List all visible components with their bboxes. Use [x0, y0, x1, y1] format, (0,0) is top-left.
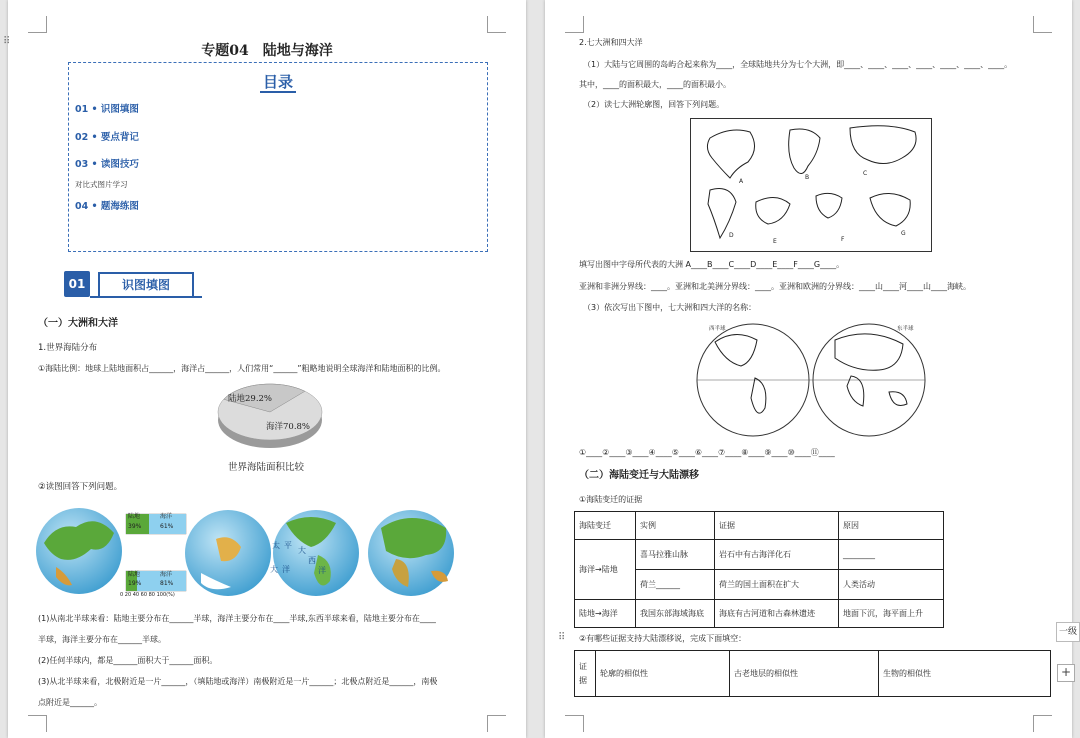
table-cell: 我国东部海域海底	[636, 600, 715, 628]
table-caption: ①海陆变迁的证据	[579, 495, 643, 504]
document-page-1	[8, 0, 526, 738]
section-underline	[90, 296, 202, 298]
table-cell: ________	[839, 540, 944, 570]
ocean-label: 大	[270, 565, 278, 574]
table-cell: 海底有古河道和古森林遗迹	[715, 600, 839, 628]
evidence-table	[574, 511, 944, 628]
question-line: 填写出图中字母所代表的大洲 A____B____C____D____E____F____G____。	[579, 260, 845, 269]
question-line: (1)从南北半球来看：陆地主要分布在______半球，海洋主要分布在____半球,东西半球来看，陆地主要分布在____	[38, 614, 436, 623]
ratio-value: 39%	[128, 523, 142, 530]
table-cell: 荷兰______	[636, 570, 715, 600]
ratio-label: 海洋	[160, 513, 173, 520]
ocean-label: 西	[308, 556, 316, 565]
ratio-value: 19%	[128, 580, 142, 587]
table-cell: 喜马拉雅山脉	[636, 540, 715, 570]
table-cell: 古老地层的相似性	[730, 651, 879, 697]
toc-underline	[260, 91, 296, 93]
ocean-label: 洋	[282, 565, 290, 574]
ratio-label: 陆地	[128, 571, 141, 578]
map-letter: E	[773, 238, 777, 245]
map-letter: A	[739, 178, 744, 185]
table-cell: 岩石中有古海洋化石	[715, 540, 839, 570]
crop-mark	[1033, 715, 1052, 732]
crop-mark	[28, 16, 47, 33]
document-page-2	[545, 0, 1072, 738]
question-ratio: ①海陆比例：地球上陆地面积占______，海洋占______，人们常用“______”粗略地说明全球海洋和陆地面积的比例。	[38, 364, 446, 373]
pie-ocean-label: 海洋70.8%	[266, 422, 311, 432]
question-line: (3)从北半球来看，北极附近是一片______，（填陆地或海洋）南极附近是一片______；北极点附近是______，南极	[38, 677, 438, 686]
page-title: 专题04 陆地与海洋	[201, 43, 333, 59]
question-line: (2)任何半球内，都是______面积大于______面积。	[38, 656, 218, 665]
continents-outline-map	[690, 118, 932, 252]
map-letter: B	[805, 174, 810, 181]
pie-land-label: 陆地29.2%	[228, 394, 273, 404]
crop-mark	[1033, 16, 1052, 33]
heading-continents-oceans: （一）大洲和大洋	[38, 318, 118, 329]
table-caption: ②有哪些证据支持大陆漂移说，完成下面填空：	[579, 634, 747, 643]
hemisphere-label: 东半球	[897, 326, 914, 332]
table-handle-icon[interactable]: ⠿	[558, 632, 566, 643]
hemisphere-label: 西半球	[709, 326, 726, 332]
table-cell: 证据	[575, 651, 596, 697]
table-cell: 生物的相似性	[879, 651, 1051, 697]
crop-mark	[28, 715, 47, 732]
crop-mark	[487, 715, 506, 732]
table-cell: 人类活动	[839, 570, 944, 600]
drag-handle-icon[interactable]: ⠿	[3, 36, 11, 47]
question-read-globes: ②读图回答下列问题。	[38, 482, 123, 492]
land-sea-pie-chart	[208, 380, 338, 460]
ratio-label: 海洋	[160, 571, 173, 578]
ratio-label: 陆地	[128, 513, 141, 520]
hemispheres-map	[695, 318, 927, 440]
ratio-value: 81%	[160, 580, 174, 587]
table-cell: 地面下沉，海平面上升	[839, 600, 944, 628]
hemisphere-globes-figure	[36, 503, 466, 603]
drift-evidence-table	[574, 650, 1051, 697]
crop-mark	[565, 16, 584, 33]
section-number: 01	[64, 271, 90, 297]
heading-sea-land-change: （二）海陆变迁与大陆漂移	[579, 470, 699, 481]
table-of-contents	[68, 62, 488, 252]
section-title: 识图填图	[98, 272, 194, 298]
question-line: （3）依次写出下图中，七大洲和四大洋的名称：	[583, 303, 757, 312]
map-letter: G	[901, 230, 906, 237]
toc-heading: 目录	[262, 73, 293, 91]
question-line: （2）读七大洲轮廓图，回答下列问题。	[583, 100, 725, 109]
ocean-label: 大	[298, 546, 306, 555]
map-letter: C	[863, 170, 868, 177]
table-header-cell: 海陆变迁	[575, 512, 636, 540]
toc-item[interactable]: 02 • 要点背记	[75, 132, 139, 143]
question-line: 亚洲和非洲分界线：____。亚洲和北美洲分界线：____。亚洲和欧洲的分界线：____山____河____山____海峡。	[579, 282, 971, 291]
question-line: 点附近是______。	[38, 698, 102, 707]
ratio-value: 61%	[160, 523, 174, 530]
crop-mark	[565, 715, 584, 732]
pie-caption: 世界海陆面积比较	[228, 462, 305, 473]
ocean-label: 洋	[318, 566, 326, 575]
toc-subitem[interactable]: 对比式图片学习	[75, 180, 128, 189]
map-frame	[691, 119, 932, 252]
ocean-label: 平	[284, 541, 292, 550]
subheading-land-sea: 1.世界海陆分布	[38, 343, 98, 353]
toc-item[interactable]: 04 • 题海练图	[75, 201, 139, 212]
table-cell: 海洋→陆地	[575, 540, 636, 600]
map-letter: D	[729, 232, 734, 239]
table-cell: 陆地→海洋	[575, 600, 636, 628]
question-line: 其中，____的面积最大，____的面积最小。	[579, 80, 731, 89]
crop-mark	[487, 16, 506, 33]
table-cell: 轮廓的相似性	[596, 651, 730, 697]
toc-item[interactable]: 03 • 读图技巧	[75, 159, 139, 170]
table-header-cell: 证据	[715, 512, 839, 540]
table-header-cell: 原因	[839, 512, 944, 540]
outline-level-tab[interactable]: 一级	[1056, 622, 1080, 642]
question-line: 半球，海洋主要分布在______半球。	[38, 635, 166, 644]
question-line: （1）大陆与它周围的岛屿合起来称为____，全球陆地共分为七个大洲，即____、____、____、____、____、____、____。	[583, 60, 1013, 69]
toc-item[interactable]: 01 • 识图填图	[75, 104, 139, 115]
subheading-continents: 2.七大洲和四大洋	[579, 38, 643, 47]
table-cell: 荷兰的国土面积在扩大	[715, 570, 839, 600]
ocean-label: 太	[272, 541, 280, 550]
ratio-scale: 0 20 40 60 80 100(%)	[120, 592, 175, 598]
map-letter: F	[841, 236, 845, 243]
add-row-button[interactable]: +	[1057, 664, 1075, 682]
table-header-cell: 实例	[636, 512, 715, 540]
question-numbers: ①____②____③____④____⑤____⑥____⑦____⑧____⑨____⑩____⑪____	[579, 448, 835, 457]
